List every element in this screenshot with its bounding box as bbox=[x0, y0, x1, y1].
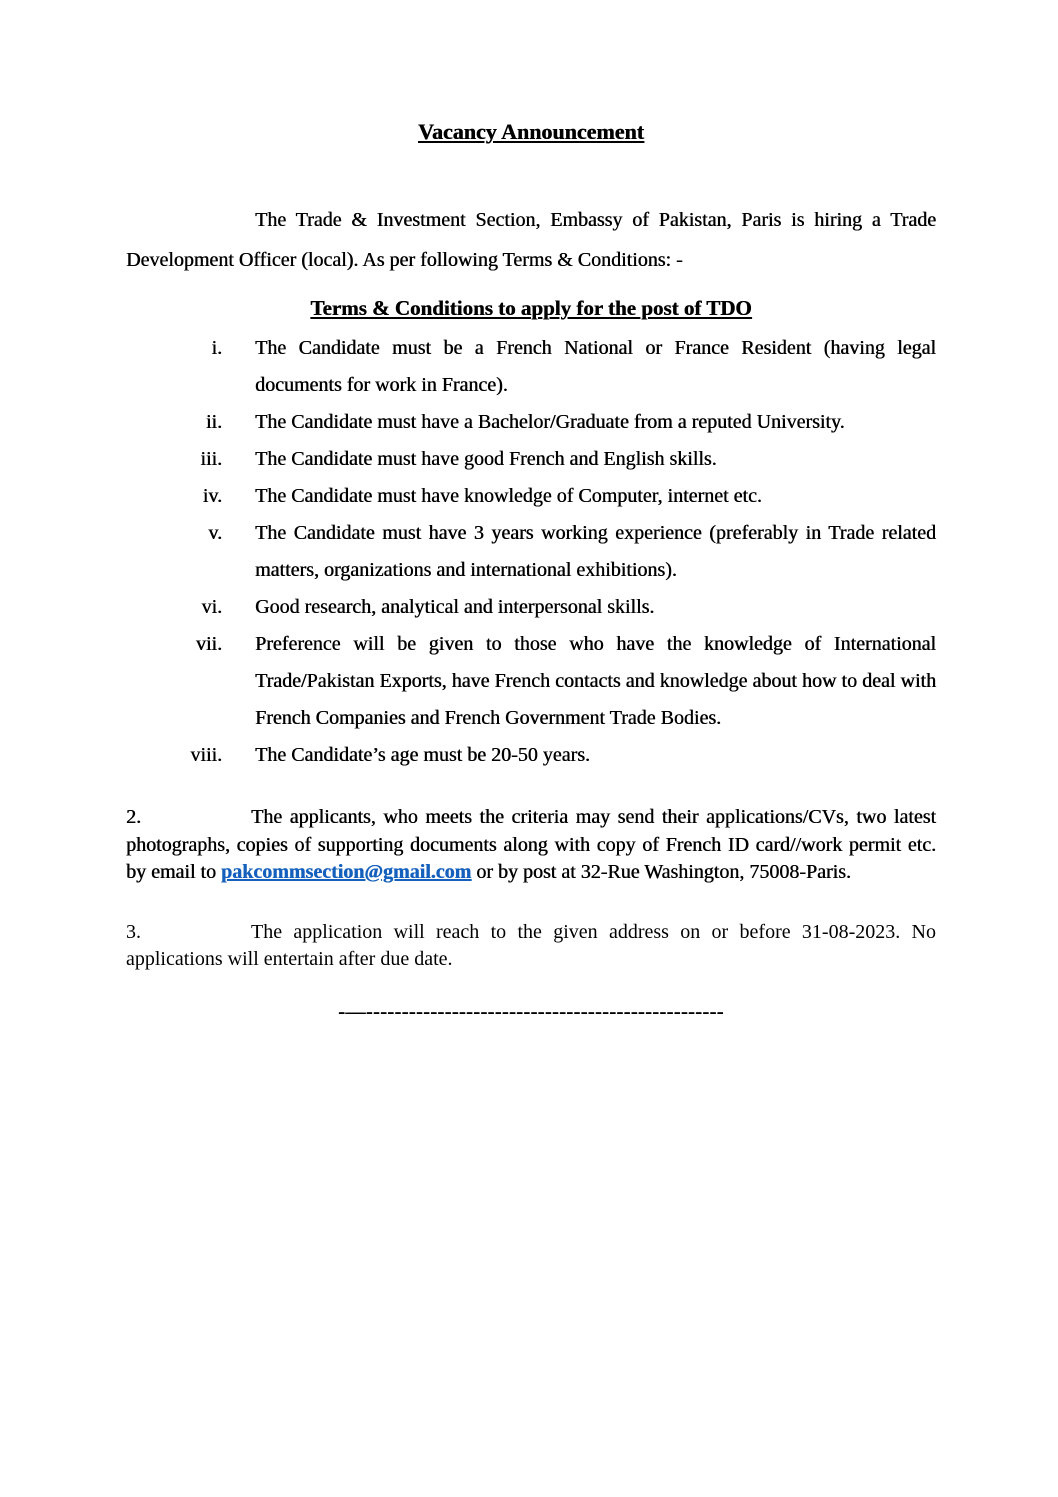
email-link[interactable]: pakcommsection@gmail.com bbox=[220, 861, 472, 883]
term-text: The Candidate’s age must be 20-50 years. bbox=[255, 744, 590, 766]
term-item-iv bbox=[126, 478, 936, 515]
paragraph-number: 3. bbox=[126, 920, 141, 943]
term-number: vii. bbox=[195, 633, 222, 655]
paragraph-text-after-link: or by post at 32-Rue Washington, 75008-Paris. bbox=[471, 861, 851, 883]
term-item-vii bbox=[126, 626, 936, 737]
term-text: Good research, analytical and interpersonal skills. bbox=[255, 596, 655, 618]
term-item-i bbox=[126, 330, 936, 404]
term-item-ii bbox=[126, 404, 936, 441]
term-text: The Candidate must have good French and English skills. bbox=[255, 448, 717, 470]
intro-paragraph: The Trade & Investment Section, Embassy of Pakistan, Paris is hiring a Trade Development Officer (local). As per following Terms & Conditions: - bbox=[126, 209, 936, 271]
applications-paragraph bbox=[126, 804, 936, 887]
term-item-viii bbox=[126, 737, 936, 774]
term-text: The Candidate must have knowledge of Computer, internet etc. bbox=[255, 485, 762, 507]
term-text: The Candidate must have 3 years working experience (preferably in Trade related matters, organizations and international exhibitions). bbox=[255, 522, 936, 581]
deadline-paragraph bbox=[126, 919, 936, 973]
term-text: The Candidate must be a French National or France Resident (having legal documents for work in France). bbox=[255, 337, 936, 396]
paragraph-number: 2. bbox=[126, 806, 141, 828]
page-title: Vacancy Announcement bbox=[418, 119, 644, 144]
term-item-iii bbox=[126, 441, 936, 478]
term-number: ii. bbox=[205, 411, 222, 433]
paragraph-text-before-link: The applicants, who meets the criteria may send their applications/CVs, two latest photographs, copies of supporting documents along with copy of French ID card//work permit etc. by email to bbox=[126, 806, 936, 883]
term-number: vi. bbox=[201, 596, 222, 618]
paragraph-text: The application will reach to the given address on or before 31-08-2023. No applications will entertain after due date. bbox=[126, 920, 936, 970]
dashed-divider: -—-------------------------------------------------- bbox=[338, 1000, 724, 1023]
term-number: iii. bbox=[200, 448, 222, 470]
term-number: v. bbox=[208, 522, 222, 544]
term-text: The Candidate must have a Bachelor/Graduate from a reputed University. bbox=[255, 411, 845, 433]
term-number: viii. bbox=[190, 744, 222, 766]
terms-section-heading: Terms & Conditions to apply for the post of TDO bbox=[310, 296, 752, 320]
term-item-v bbox=[126, 515, 936, 589]
term-number: i. bbox=[211, 337, 222, 359]
term-text: Preference will be given to those who have the knowledge of International Trade/Pakistan Exports, have French contacts and knowledge about how to deal with French Companies and French Government Trade Bodies. bbox=[255, 633, 936, 729]
term-item-vi bbox=[126, 589, 936, 626]
terms-list bbox=[126, 330, 936, 774]
term-number: iv. bbox=[202, 485, 222, 507]
